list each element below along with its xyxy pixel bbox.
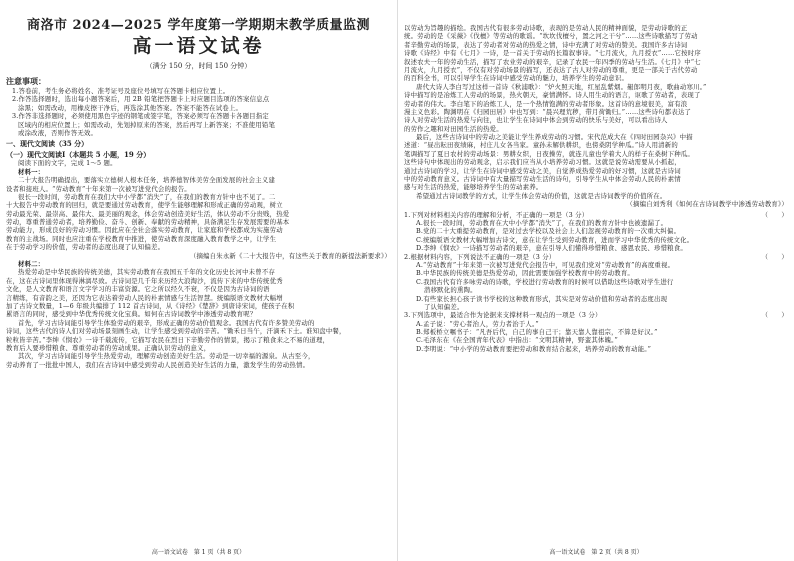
question-option: 了认知偏差。 — [424, 302, 464, 311]
notes-list — [6, 87, 391, 137]
note-line: 涂黑；如需改动，用橡皮擦干净后，再选涂其他答案。答案不能答在试卷上。 — [18, 103, 243, 112]
text-line: 教育后人要珍惜粮食、尊重劳动者的劳动成果。正确认识劳动的意义， — [6, 343, 211, 352]
text-line: 在，这在古诗词里体现得淋漓尽致。古诗词是几千年来历经大浪淘沙，流传下来的中华传统优秀 — [6, 276, 283, 285]
text-line: 其次，学习古诗词能引导学生热爱劳动，理解劳动创造美好生活。劳动是一切幸福的源泉。从古至今， — [18, 352, 315, 361]
question-option: 潜移默化的熏陶。 — [424, 286, 477, 295]
question-stem — [404, 211, 788, 219]
text-line: 二十大报告明确提出，要落实立德树人根本任务，培养德智体美劳全面发展的社会主义建 — [18, 176, 276, 185]
text-line: 通过古诗词的学习，让学生在诗词中感受劳动之美，自觉养成热爱劳动的好习惯，这就是古诗词 — [404, 166, 681, 175]
text-line: 劳动者的伟大。李白笔下的冶炼工人，是一个热情饱满的劳动者形象。这首诗的意境很美，富有浪 — [404, 99, 688, 108]
question-option: B.党的二十大重提劳动教育，是对过去学校以及社会上人们忽视劳动教育的一次重大纠偏。 — [416, 227, 681, 236]
question-2 — [404, 253, 788, 312]
text-line: 漫主义色彩。陶渊明在《归园田居》中也写到：“晨兴理荒秽，带月荷锄归。”……这些诗句都表达了 — [404, 107, 692, 116]
note-line: 或涂改液，否则作答无效。 — [18, 128, 98, 137]
note-line: 1.答卷前，考生务必将姓名、准考证号及座位号填写在答题卡相应位置上。 — [12, 87, 230, 95]
exam-page-2 — [397, 0, 794, 561]
text-line: 诗歌《诗经》中有《七月》一诗，是一首关于劳动的长篇叙事诗。“七月流火，九月授衣”……它按时序 — [404, 49, 701, 58]
material-2-continued — [404, 24, 788, 200]
text-line: 月流火，九月授衣”，不仅有对劳动场景的描写，还表达了古人对劳动的尊重，更是一部关于古代劳动 — [404, 65, 698, 74]
text-line: 感与对生活的热爱，能够培养学生的劳动素养。 — [404, 183, 543, 192]
text-line: 首先，学习古诗词能引导学生体验劳动的艰辛，形成正确的劳动价值观念。我国古代有许多赞美劳动的 — [18, 318, 315, 327]
subsection-heading: （一）现代文阅读Ⅰ（本题共 5 小题，19 分） — [6, 150, 151, 160]
question-stem — [404, 311, 788, 319]
text-line: 唐代大诗人李白写过这样一首诗《秋浦歌》：“炉火照天地，红星乱紫烟。赧郎明月夜，歌曲动寒川。” — [416, 82, 707, 91]
text-line: 设者和接班人。“劳动教育”十年来第一次被写进党代会的报告。 — [6, 184, 191, 193]
question-option: A.“劳动教育”十年来第一次被写进党代会报告中，可见我们党对“劳动教育”的高度重视。 — [416, 260, 675, 269]
text-line: 诗人对劳动生活的热爱与向往，也让学生在诗词中体会到劳动的快乐与美好，可以看出诗人 — [404, 116, 668, 125]
text-line: 累语言的同时，感受到中华优秀传统文化宝典。如何在古诗词教学中渗透劳动教育呢？ — [6, 310, 257, 319]
material-2-label: 材料二： — [18, 260, 45, 269]
text-line: 笔调描写了夏日农村的劳动场景：男耕女织，日夜操劳，就连儿童也学着大人的样子在桑树下种瓜。 — [404, 149, 694, 158]
text-line: 叙述农夫一年的劳动生活，描写了农业劳动的艰辛，记录了农民一年四季的劳动与生活。《七月》中“七 — [404, 57, 701, 66]
text-line: 的劳作之趣和对田园生活的热爱。 — [404, 124, 503, 133]
question-stem — [404, 253, 788, 261]
question-option: D.有些家长担心孩子读书学校的这种教育形式，其实是对劳动价值和劳动者的态度出现 — [416, 294, 668, 303]
text-line: 很长一段时间，劳动教育在我们大中小学都“消失”了，在我们的教育方针中也不见了。二 — [18, 192, 276, 201]
exam-title: 高一语文试卷 — [132, 35, 265, 57]
material-1-label: 材料一： — [18, 167, 45, 176]
material-1-source: （摘编自朱永新《二十大报告中，有这些关于教育的新提法新要求》） — [189, 251, 391, 260]
material-2-text — [6, 268, 391, 369]
page-footer: 高一语文试卷 第 1 页（共 8 页） — [151, 549, 246, 556]
material-1-text — [6, 176, 391, 252]
question-option: A.孟子说：“劳心者治人，劳力者治于人。” — [416, 319, 539, 328]
question-text: 1.下列对材料相关内容的理解和分析，不正确的一项是（3 分） — [404, 210, 589, 219]
text-line: 中的劳动教育意义。古诗词中有大量描写劳动生活的诗句，引导学生从中体会劳动人民的朴素情 — [404, 175, 681, 184]
question-option: D.李绅《悯农》一诗描写劳动者的艰辛，意在引导人们懂得珍惜粮食、感恩农民、珍惜粮食。 — [416, 244, 687, 253]
text-line: 统。劳动的是《采薇》《伐檀》等劳动的歌谣。“坎坎伐檀兮，置之河之干兮”……这些诗歌描写了劳动 — [404, 32, 698, 41]
text-line: 劳动养育了一批批中国人，我们在古诗词中感受到劳动人民创造美好生活的力量，激发学生的劳动热情。 — [6, 360, 310, 369]
exam-subtitle: （满分 150 分，时间 150 分钟） — [145, 62, 252, 70]
question-option: A.很长一段时间，劳动教育在大中小学都“消失”了，在我们的教育方针中也被遗漏了。 — [416, 218, 668, 227]
question-3 — [404, 311, 788, 353]
material-2-source: （摘编自刘秀利《如何在古诗词教学中渗透劳动教育》） — [626, 200, 788, 209]
text-line: 述道：“昼出耘田夜绩麻，村庄儿女各当家。童孙未解供耕织，也傍桑阴学种瓜。”诗人用清新的 — [404, 141, 678, 150]
reading-instruction: 阅读下面的文字，完成 1～5 题。 — [18, 159, 117, 168]
note-line: 区域内的相应位置上；如需改动，先划掉原来的答案，然后再写上新答案；不准使用铅笔 — [18, 120, 276, 129]
text-line: 者辛勤劳动的场景，表达了劳动者对劳动的热爱之情，诗中充满了对劳动的赞美。我国许多古诗词 — [404, 40, 688, 49]
text-line: 劳动，尊重普通劳动者，培养勤俭、奋斗、创新、奉献的劳动精神，具备满足生存发展需要的基本 — [6, 218, 290, 227]
text-line: 劳动能力，形成良好的劳动习惯。因此应在全社会落实劳动教育，让家庭和学校都成为实施劳动 — [6, 226, 283, 235]
question-option: C.统编版语文教材大幅增加古诗文，意在让学生受到劳动教育，进而学习中华优秀的传统文化。 — [416, 235, 694, 244]
text-line: 教育的主战场。同时也应注重在学校教育中推进，使劳动教育深度融入教育教学之中，让学生 — [6, 234, 277, 243]
note-line: 2.作答选择题时，选出每小题答案后，用 2B 铅笔把答题卡上对应题目选项的答案信息点 — [12, 95, 270, 104]
question-text: 2.根据材料内容，下列说法不正确的一项是（3 分） — [404, 252, 556, 261]
text-line: 最后，这些古诗词中的劳动之美能让学生养成劳动的习惯。宋代范成大在《四时田园杂兴》中描 — [416, 133, 693, 142]
question-option: B.中华民族的传统美德是热爱劳动，因此需要加强学校教育中的劳动教育。 — [416, 269, 635, 278]
question-option: B.郑板桥立嘱书子：“凡吾后代，自己的事自己干；靠天靠人靠祖宗，不算是好汉。” — [416, 328, 658, 337]
answer-blank: （ ） — [761, 252, 788, 261]
question-option: C.毛泽东在《在全国青年代表》中指出：“文明其精神，野蛮其体魄。” — [416, 336, 618, 345]
text-line: 的百科全书，可以引导学生在诗词中感受劳动的魅力，培养学生的劳动意识。 — [404, 74, 629, 83]
text-line: 劳动最光荣、最崇高、最伟大、最美丽的观念，体会劳动创造美好生活，体认劳动不分贵贱，热爱 — [6, 209, 290, 218]
text-line: 以劳动为旨趣的描绘。我国古代有很多劳动诗歌，表现的是劳动人民的精神面貌，是劳动诗歌的正 — [404, 24, 688, 32]
note-line: 3.作答非选择题时，必须使用黑色字迹的钢笔或签字笔，答案必须写在答题卡各题目指定 — [12, 112, 269, 121]
text-line: 在于劳动学习的价值，劳动者的态度出现了认知偏差。 — [6, 243, 165, 252]
text-line: 文化，是人文教育和语言文字学习的丰富资源。它之所以经久不衰，不仅是因为古诗词的语 — [6, 285, 270, 294]
question-text: 3.下列选项中，最适合作为论据来支撑材料一观点的一项是（3 分） — [404, 311, 602, 320]
section-heading: 一、现代文阅读（35 分） — [6, 139, 89, 149]
text-line: 诗中描写的是冶炼工人劳动的场景，热火朝天，豪情满怀。诗人用生动的语言，讴歌了劳动者，表现了 — [404, 91, 701, 100]
question-option: D.李明说：“中小学的劳动教育要把劳动和教育结合起来，培养劳动的教育动能。” — [416, 344, 652, 353]
text-line: 粒粒皆辛苦。”李绅《悯农》一诗千载流传，它描写农民在烈日下辛勤劳作的情景，揭示了粮食来之不易的道理， — [6, 335, 330, 344]
notes-heading: 注意事项： — [6, 76, 46, 86]
text-line: 这些诗句中体现出的劳动观念，启示我们应当从小培养劳动习惯。这就是说劳动需要从小抓起， — [404, 158, 681, 167]
exam-title-line1: 商洛市 2024—2025 学年度第一学期期末教学质量监测 — [27, 18, 370, 33]
text-line: 热爱劳动是中华民族的传统美德，其实劳动教育在我国五千年的文化历史长河中未曾不存 — [18, 268, 276, 277]
answer-blank: （ ） — [761, 210, 788, 219]
text-line: 诗词，这些古代的诗人们对劳动场景刻画生动，让学生感受到劳动的辛苦。“锄禾日当午，汗滴禾下土。谁知盘中餐， — [6, 327, 346, 336]
question-option: C.我国古代有许多咏劳动的诗歌，学校进行劳动教育的时候可以借助这些诗歌对学生进行 — [416, 277, 674, 286]
answer-blank: （ ） — [761, 311, 788, 320]
question-1 — [404, 211, 788, 253]
text-line: 言精练，有音韵之美，还因为它表达着劳动人民的朴素情感与生活智慧。统编版语文教材大幅增 — [6, 293, 283, 302]
text-line: 希望通过古诗词教学的方式，让学生体会劳动的价值，这就是古诗词教学的价值所在。 — [416, 191, 667, 200]
text-line: 十大报告中劳动教育的回归，就是要通过劳动教育，使学生能够理解和形成正确的劳动观，树立 — [6, 201, 283, 210]
text-line: 加了古诗文数量，1—6 年级共编排了 112 首古诗词，从《诗经》《楚辞》到唐诗宋词，使孩子在积 — [6, 301, 295, 310]
page-footer: 高一语文试卷 第 2 页（共 8 页） — [549, 549, 643, 556]
